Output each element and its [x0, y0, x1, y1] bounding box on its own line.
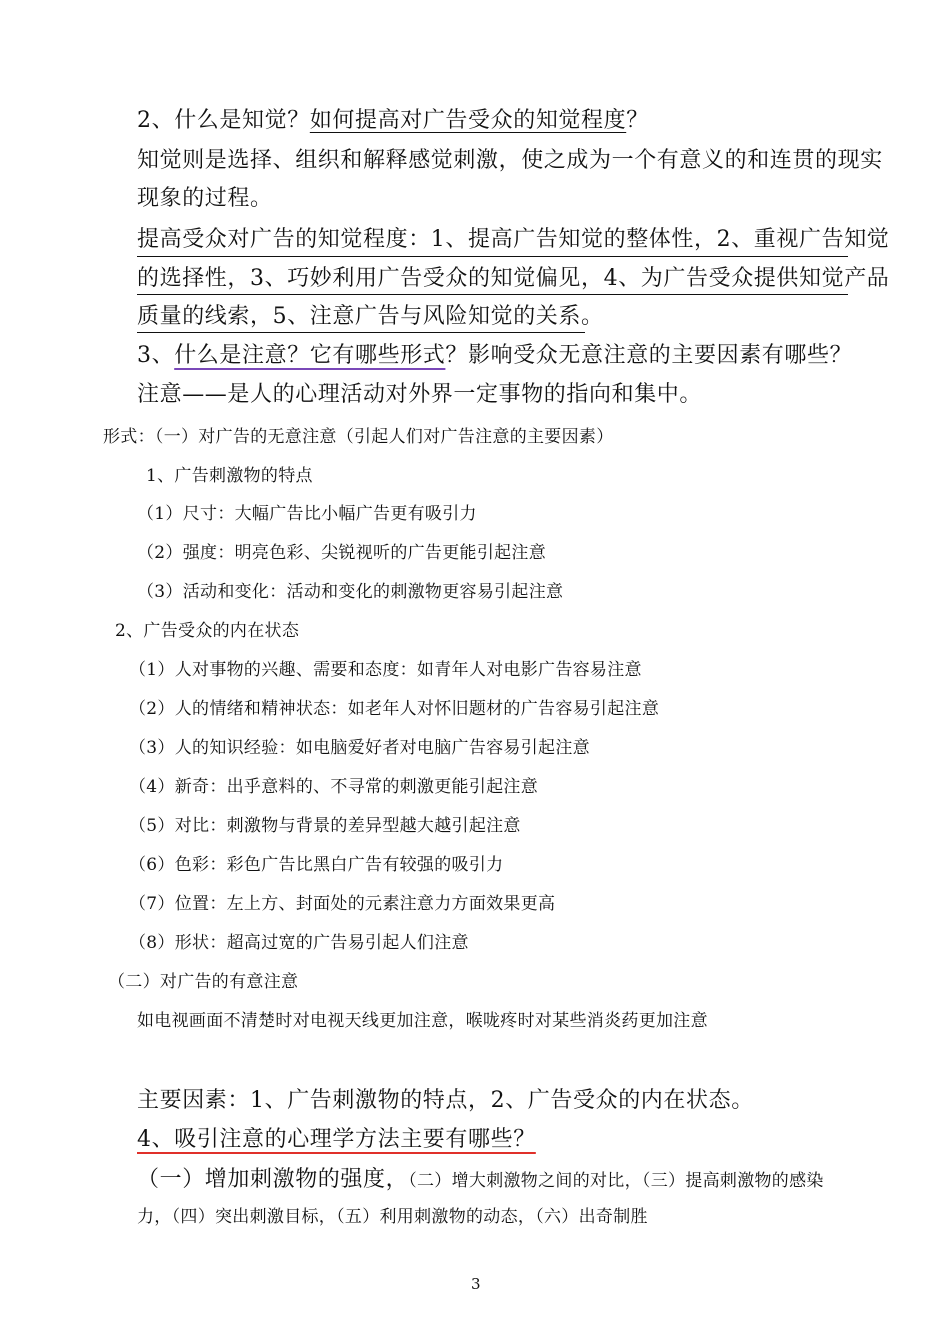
list-item: （3）活动和变化：活动和变化的刺激物更容易引起注意: [137, 582, 564, 602]
perception-definition-line-1: 知觉则是选择、组织和解释感觉刺激，使之成为一个有意义的和连贯的现实: [137, 148, 883, 173]
question-2-underlined: 如何提高对广告受众的知觉程度: [309, 108, 627, 133]
improve-perception-line-2: 的选择性，3、巧妙利用广告受众的知觉偏见，4、为广告受众提供知觉产品: [137, 266, 890, 291]
attention-definition: 注意——是人的心理活动对外界一定事物的指向和集中。: [137, 382, 703, 407]
methods-line-1: [137, 1167, 824, 1192]
methods-line-2: 力，（四）突出刺激目标，（五）利用刺激物的动态，（六）出奇制胜: [137, 1207, 648, 1227]
page-number: 3: [471, 1275, 481, 1293]
section-stimulus-features: 1、广告刺激物的特点: [146, 466, 313, 486]
improve-perception-line-3: 质量的线索，5、注意广告与风险知觉的关系。: [137, 304, 604, 329]
question-3-rest: ？影响受众无意注意的主要因素有哪些？: [445, 343, 853, 368]
section-voluntary-attention: （二）对广告的有意注意: [108, 972, 299, 992]
question-4: [137, 1127, 536, 1152]
list-item: （8）形状：超高过宽的广告易引起人们注意: [129, 933, 469, 953]
list-item: （2）人的情绪和精神状态：如老年人对怀旧题材的广告容易引起注意: [129, 699, 660, 719]
list-item: （7）位置：左上方、封面处的元素注意力方面效果更高: [129, 894, 556, 914]
section-inner-state: 2、广告受众的内在状态: [115, 621, 300, 641]
improve-perception-line-1: 提高受众对广告的知觉程度：1、提高广告知觉的整体性，2、重视广告知觉: [137, 227, 890, 252]
list-item: （2）强度：明亮色彩、尖锐视听的广告更能引起注意: [137, 543, 547, 563]
question-3-number: 3、: [137, 343, 175, 368]
main-factors: 主要因素：1、广告刺激物的特点，2、广告受众的内在状态。: [137, 1088, 754, 1113]
list-item: （4）新奇：出乎意料的、不寻常的刺激更能引起注意: [129, 777, 539, 797]
question-2-number: 2、什么是知觉？: [137, 108, 310, 133]
methods-rest: （二）增大刺激物之间的对比，（三）提高刺激物的感染: [408, 1171, 824, 1191]
list-item: （1）尺寸：大幅广告比小幅广告更有吸引力: [137, 504, 477, 524]
perception-definition-line-2: 现象的过程。: [137, 186, 273, 211]
question-4-underlined: 4、吸引注意的心理学方法主要有哪些？: [137, 1127, 536, 1152]
question-3-underlined: 什么是注意？它有哪些形式: [174, 343, 446, 368]
list-item: （5）对比：刺激物与背景的差异型越大越引起注意: [129, 816, 521, 836]
question-2: [137, 108, 649, 133]
underline-rule: [137, 294, 848, 295]
list-item: （1）人对事物的兴趣、需要和态度：如青年人对电影广告容易注意: [129, 660, 642, 680]
forms-title: 形式：（一）对广告的无意注意（引起人们对广告注意的主要因素）: [103, 427, 614, 447]
voluntary-attention-example: 如电视画面不清楚时对电视天线更加注意，喉咙疼时对某些消炎药更加注意: [137, 1011, 708, 1031]
list-item: （6）色彩：彩色广告比黑白广告有较强的吸引力: [129, 855, 504, 875]
list-item: （3）人的知识经验：如电脑爱好者对电脑广告容易引起注意: [129, 738, 590, 758]
question-3: [137, 343, 852, 368]
underline-rule: [137, 256, 848, 257]
underline-rule: [137, 332, 585, 333]
question-2-end: ？: [626, 108, 649, 133]
method-1: （一）增加刺激物的强度，: [137, 1167, 409, 1192]
